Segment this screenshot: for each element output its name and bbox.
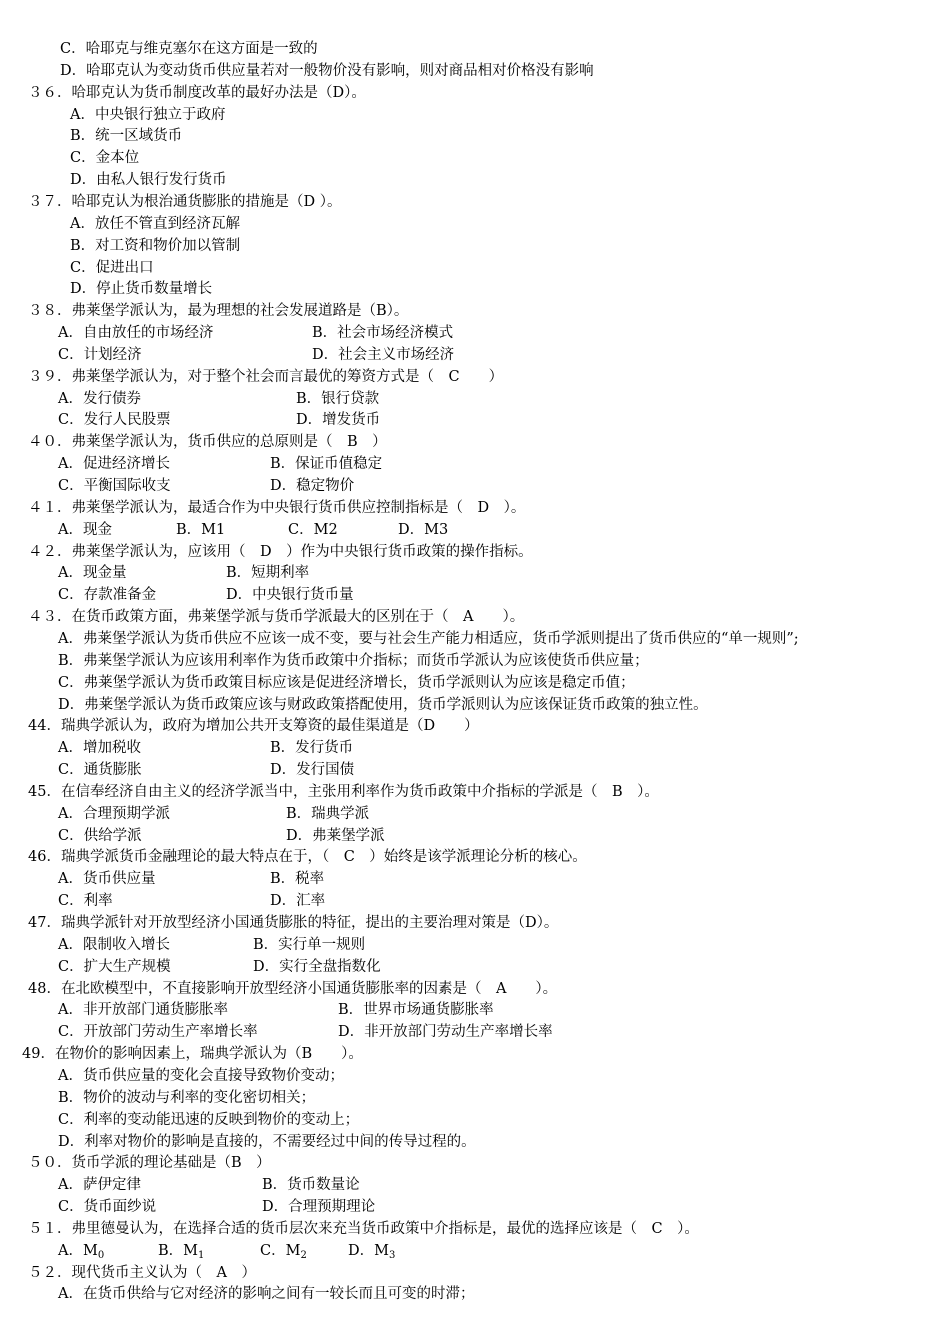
text-segment: A．放任不管直到经济瓦解 (70, 215, 240, 232)
text-segment: B．$M_1$ (158, 1242, 205, 1261)
subscript: 0 (97, 1249, 105, 1261)
text-segment: B．弗莱堡学派认为应该用利率作为货币政策中介指标；而货币学派认为应该使货币供应量； (58, 652, 649, 669)
text-segment: B．世界市场通货膨胀率 (338, 1002, 494, 1019)
text-segment: B．货币数量论 (262, 1177, 360, 1194)
text-segment: 49．在物价的影响因素上，瑞典学派认为（B ）。 (22, 1046, 363, 1063)
text-segment: ３７．哈耶克认为根治通货膨胀的措施是（D ）。 (28, 193, 342, 210)
text-segment: 48．在北欧模型中，不直接影响开放型经济小国通货膨胀率的因素是（ A ）。 (28, 980, 558, 997)
text-segment: B．发行货币 (270, 740, 354, 757)
text-segment: C．通货膨胀 (58, 762, 142, 779)
text-segment: ５０．货币学派的理论基础是（B ） (28, 1155, 271, 1172)
text-segment: C．弗莱堡学派认为货币政策目标应该是促进经济增长，货币学派则认为应该是稳定币值； (58, 674, 635, 691)
text-segment: D．$M_3$ (348, 1242, 396, 1261)
text-segment: A．萨伊定律 (58, 1177, 141, 1194)
text-segment: B．物价的波动与利率的变化密切相关； (58, 1089, 316, 1106)
text-segment: C．哈耶克与维克塞尔在这方面是一致的 (60, 41, 318, 57)
text-segment: B．实行单一规则 (253, 936, 366, 953)
text-segment: C．货币面纱说 (58, 1199, 157, 1216)
text-segment: B．M1 (176, 521, 226, 538)
text-segment: B．统一区域货币 (70, 128, 183, 145)
text-segment: 46．瑞典学派货币金融理论的最大特点在于，（ C ）始终是该学派理论分析的核心。 (28, 849, 587, 866)
text-segment: B．税率 (270, 871, 325, 888)
text-segment: C．存款准备金 (58, 587, 157, 604)
text-segment: A．增加税收 (58, 740, 141, 757)
text-segment: D．弗莱堡学派认为货币政策应该与财政政策搭配使用，货币学派则认为应该保证货币政策的独立性。 (58, 696, 708, 713)
text-segment: 45．在信奉经济自由主义的经济学派当中，主张用利率作为货币政策中介指标的学派是（ B ）。 (28, 783, 659, 800)
text-segment: B．对工资和物价加以管制 (70, 237, 241, 254)
text-segment: C．扩大生产规模 (58, 958, 171, 975)
text-segment: ４２．弗莱堡学派认为，应该用（ D ）作为中央银行货币政策的操作指标。 (28, 543, 533, 560)
text-segment: D．由私人银行发行货币 (70, 172, 227, 189)
text-segment: A．弗莱堡学派认为货币供应不应该一成不变，要与社会生产能力相适应，货币学派则提出了货币供应的“单一规则”; (58, 630, 799, 647)
text-segment: D．社会主义市场经济 (312, 346, 455, 363)
text-segment: A．现金 (58, 521, 112, 538)
subscript: 2 (300, 1249, 307, 1261)
text-segment: D．利率对物价的影响是直接的，不需要经过中间的传导过程的。 (58, 1133, 476, 1150)
text-segment: C．M2 (288, 521, 338, 538)
text-segment: ４１．弗莱堡学派认为，最适合作为中央银行货币供应控制指标是（ D ）。 (28, 499, 526, 516)
text-segment: C．供给学派 (58, 827, 142, 844)
text-segment: 44．瑞典学派认为，政府为增加公共开支筹资的最佳渠道是（D ） (28, 718, 479, 735)
text-segment: D．实行全盘指数化 (253, 958, 381, 975)
text-segment: A．现金量 (58, 565, 127, 582)
text-segment: C．计划经济 (58, 346, 142, 363)
text-segment: A．中央银行独立于政府 (70, 106, 226, 123)
subscript: 3 (388, 1249, 396, 1261)
text-segment: A．合理预期学派 (58, 805, 170, 822)
text-segment: ４０．弗莱堡学派认为，货币供应的总原则是（ B ） (28, 434, 387, 451)
text-segment: A．$M_0$ (58, 1242, 105, 1261)
text-segment: C．开放部门劳动生产率增长率 (58, 1024, 258, 1041)
text-segment: A．发行债券 (58, 390, 141, 407)
text-segment: D．哈耶克认为变动货币供应量若对一般物价没有影响，则对商品相对价格没有影响 (60, 62, 594, 79)
text-segment: ５２．现代货币主义认为（ A ） (28, 1264, 256, 1281)
text-segment: A．货币供应量 (58, 871, 156, 888)
subscript: 1 (198, 1249, 205, 1261)
text-segment: A．非开放部门通货膨胀率 (58, 1002, 228, 1019)
text-segment: C．利率 (58, 893, 113, 910)
text-segment: B．瑞典学派 (286, 805, 370, 822)
text-segment: D．发行国债 (270, 762, 355, 779)
text-segment: C．利率的变动能迅速的反映到物价的变动上； (58, 1111, 360, 1128)
text-segment: C．发行人民股票 (58, 412, 171, 429)
text-segment: D．停止货币数量增长 (70, 281, 213, 298)
text-segment: D．稳定物价 (270, 478, 355, 494)
text-segment: A．货币供应量的变化会直接导致物价变动； (58, 1067, 344, 1084)
text-segment: D．非开放部门劳动生产率增长率 (338, 1024, 553, 1041)
text-segment: A．在货币供给与它对经济的影响之间有一较长而且可变的时滞； (58, 1286, 475, 1303)
text-segment: B．银行贷款 (296, 390, 380, 407)
text-segment: ３８．弗莱堡学派认为，最为理想的社会发展道路是（B）。 (28, 303, 409, 320)
text-segment: C．$M_2$ (260, 1242, 307, 1261)
text-segment: D．增发货币 (296, 412, 381, 429)
text-segment: B．保证币值稳定 (270, 456, 383, 473)
text-segment: ３９．弗莱堡学派认为，对于整个社会而言最优的筹资方式是（ C ） (28, 368, 504, 385)
text-segment: 47．瑞典学派针对开放型经济小国通货膨胀的特征，提出的主要治理对策是（D）。 (28, 915, 559, 931)
text-segment: D．汇率 (270, 893, 326, 910)
text-segment: D．中央银行货币量 (226, 587, 354, 604)
text-segment: ４３．在货币政策方面，弗莱堡学派与货币学派最大的区别在于（ A ）。 (28, 609, 525, 626)
text-segment: A．自由放任的市场经济 (58, 325, 214, 342)
text-segment: C．金本位 (70, 150, 140, 167)
text-segment: D．M3 (398, 521, 449, 538)
text-segment: ５１．弗里德曼认为，在选择合适的货币层次来充当货币政策中介指标是，最优的选择应该是（ C ）。 (28, 1220, 699, 1237)
text-segment: B．短期利率 (226, 565, 310, 582)
text-segment: A．促进经济增长 (58, 456, 170, 473)
text-segment: D．弗莱堡学派 (286, 827, 385, 844)
text-segment: D．合理预期理论 (262, 1199, 376, 1216)
text-segment: C．促进出口 (70, 259, 154, 276)
text-segment: C．平衡国际收支 (58, 478, 171, 494)
text-segment: B．社会市场经济模式 (312, 325, 454, 342)
text-segment: ３６．哈耶克认为货币制度改革的最好办法是（D）。 (28, 84, 366, 101)
text-segment: A．限制收入增长 (58, 936, 170, 953)
